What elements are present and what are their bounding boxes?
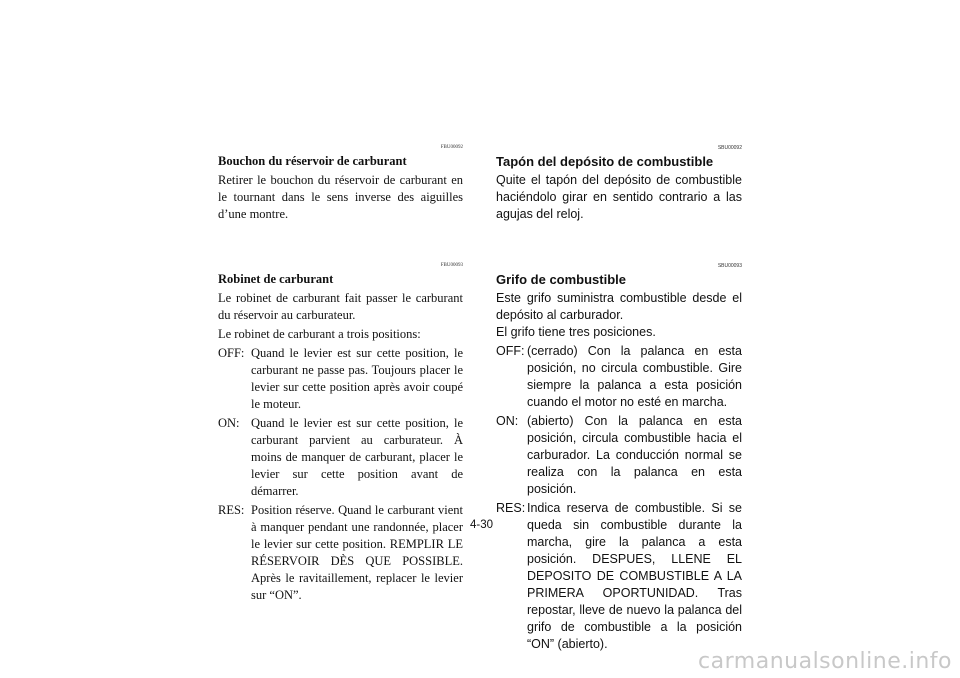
position-term: RES: xyxy=(218,503,245,517)
section-body: Quite el tapón del depósito de combustible haciéndolo girar en sentido contrario a las agujas del reloj. xyxy=(496,173,742,221)
position-item-off xyxy=(496,343,742,411)
section-code: FBU00093 xyxy=(440,263,463,268)
section-heading-fuel-tank-cap: Bouchon du réservoir de carburant xyxy=(218,154,407,168)
position-description: (cerrado) Con la palanca en esta posición, no circula combustible. Gire siempre la palanca a esta posición cuando el motor no esté en marcha. xyxy=(527,344,742,409)
position-item-off xyxy=(218,345,463,413)
section-heading-fuel-cock: Grifo de combustible xyxy=(496,272,627,287)
section-heading-fuel-cock: Robinet de carburant xyxy=(218,272,334,286)
position-term: RES: xyxy=(496,501,526,515)
position-term: OFF: xyxy=(218,346,245,360)
french-column xyxy=(218,145,463,604)
position-term: OFF: xyxy=(496,344,525,358)
position-item-res xyxy=(218,502,463,604)
section-body: Retirer le bouchon du réservoir de carburant en le tournant dans le sens inverse des aiguilles d’une montre. xyxy=(218,173,463,221)
spanish-column xyxy=(496,145,742,653)
position-term: ON: xyxy=(496,414,519,428)
watermark: carmanualsonline.info xyxy=(698,649,952,674)
section-heading-fuel-tank-cap: Tapón del depósito de combustible xyxy=(496,154,714,169)
section-paragraph: Le robinet de carburant a trois positions: xyxy=(218,327,421,341)
page-number: 4-30 xyxy=(470,519,494,531)
section-code: SBU00092 xyxy=(717,145,742,151)
position-description: Quand le levier est sur cette position, le carburant parvient au carburateur. À moins de manquer de carburant, placer le levier sur cette position avant de démarrer. xyxy=(251,416,463,498)
position-item-on xyxy=(218,415,463,500)
section-paragraph: Este grifo suministra combustible desde el depósito al carburador. xyxy=(496,291,742,322)
position-term: ON: xyxy=(218,416,240,430)
section-paragraph: El grifo tiene tres posiciones. xyxy=(496,325,656,339)
position-item-on xyxy=(496,413,742,498)
position-description: Quand le levier est sur cette position, le carburant ne passe pas. Toujours placer le levier sur cette position après avoir coupé le moteur. xyxy=(251,346,463,411)
section-code: FBU00092 xyxy=(440,145,463,150)
position-description: Indica reserva de combustible. Si se queda sin combustible durante la marcha, gire la palanca a esta posición. DESPUES, LLENE EL DEPOSITO DE COMBUSTIBLE A LA PRIMERA OPORTUNIDAD. Tras repostar, lleve de nuevo la palanca del grifo de combustible a la posición “ON” (abierto). xyxy=(527,501,742,651)
section-paragraph: Le robinet de carburant fait passer le carburant du réservoir au carburateur. xyxy=(218,291,463,322)
position-item-res xyxy=(496,500,742,653)
section-code: SBU00093 xyxy=(717,263,742,269)
position-description: (abierto) Con la palanca en esta posición, circula combustible hacia el carburador. La conducción normal se realiza con la palanca en esta posición. xyxy=(527,414,742,496)
position-description: Position réserve. Quand le carburant vient à manquer pendant une randonnée, placer le levier sur cette position. REMPLIR LE RÉSERVOIR DÈS QUE POSSIBLE. Après le ravitaillement, replacer le levier sur “ON”. xyxy=(251,503,463,602)
